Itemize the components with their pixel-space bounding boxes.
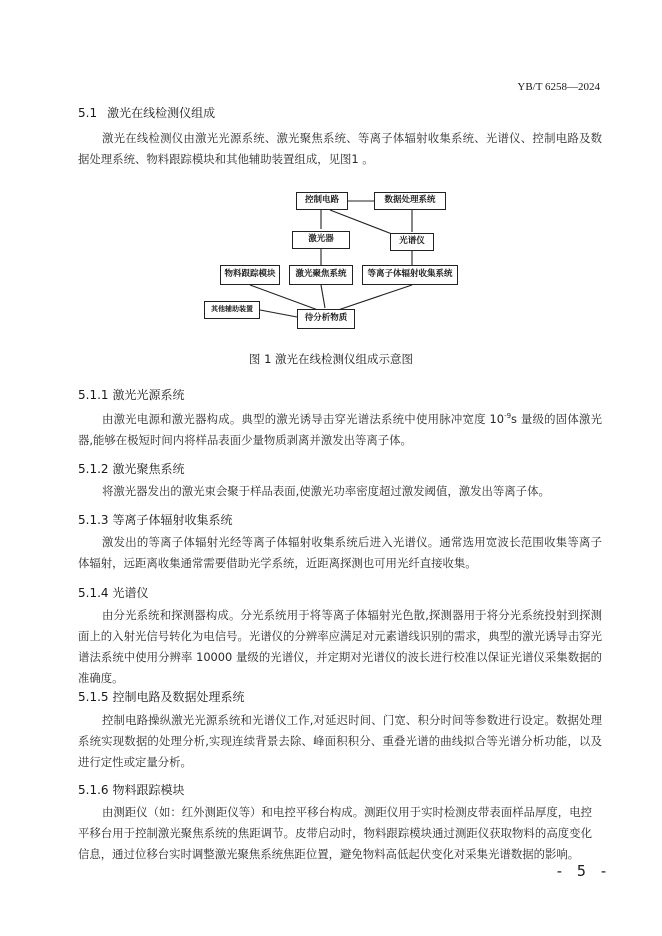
- box-material-tracking: 物料跟踪模块: [220, 265, 280, 285]
- box-control-circuit: 控制电路: [296, 192, 348, 210]
- standard-code: YB/T 6258—2024: [517, 81, 600, 93]
- section-title: 物料跟踪模块: [112, 783, 185, 797]
- figure-caption: 图 1 激光在线检测仪组成示意图: [248, 352, 414, 366]
- paragraph-text: s 量级的固体激光器,能够在极短时间内将样品表面少量物质剥离并激发出等离子体。: [78, 411, 602, 447]
- section-5-1-4-heading: [78, 584, 149, 601]
- section-number: 5.1.2: [78, 462, 109, 476]
- section-5-1-3-heading: [78, 511, 233, 528]
- section-title: 激光聚焦系统: [112, 462, 185, 476]
- page-number: - 5 -: [554, 862, 610, 880]
- section-5-1-paragraph: 激光在线检测仪由激光光源系统、激光聚焦系统、等离子体辐射收集系统、光谱仪、控制电路及数据处理系统、物料跟踪模块和其他辅助装置组成，见图1 。: [78, 131, 602, 166]
- section-5-1-4-paragraph: 由分光系统和探测器构成。分光系统用于将等离子体辐射光色散,探测器用于将分光系统投射到探测面上的入射光信号转化为电信号。光谱仪的分辨率应满足对元素谱线识别的需求，典型的激光诱导击穿光谱法系统中使用分辨率 10000 量级的光谱仪，并定期对光谱仪的波长进行校准以保证光谱仪采集数据的准确度。: [78, 608, 602, 685]
- section-5-1-heading: [78, 104, 215, 121]
- section-5-1-5-paragraph: 控制电路操纵激光光源系统和光谱仪工作,对延迟时间、门宽、积分时间等参数进行设定。数据处理系统实现数据的处理分析,实现连续背景去除、峰面积积分、重叠光谱的曲线拟合等光谱分析功能，以及进行定性或定量分析。: [78, 713, 602, 769]
- section-5-1-2-paragraph: 将激光器发出的激光束会聚于样品表面,使激光功率密度超过激发阈值，激发出等离子体。: [102, 484, 550, 498]
- section-title: 控制电路及数据处理系统: [112, 690, 245, 704]
- section-number: 5.1.6: [78, 783, 109, 797]
- box-spectrometer: 光谱仪: [390, 233, 434, 251]
- section-5-1-6-paragraph: 由测距仪（如：红外测距仪等）和电控平移台构成。测距仪用于实时检测皮带表面样品厚度，电控平移台用于控制激光聚焦系统的焦距调节。皮带启动时，物料跟踪模块通过测距仪获取物料的高度变化信息，通过位移台实时调整激光聚焦系统焦距位置，避免物料高低起伏变化对采集光谱数据的影响。: [78, 805, 592, 861]
- box-sample: 待分析物质: [297, 309, 355, 329]
- paragraph-text: 由激光电源和激光器构成。典型的激光诱导击穿光谱法系统中使用脉冲宽度 10: [102, 411, 505, 426]
- exponent: -9: [504, 412, 512, 420]
- section-number: 5.1.4: [78, 586, 109, 600]
- box-laser: 激光器: [292, 231, 350, 249]
- section-5-1-3-paragraph: 激发出的等离子体辐射光经等离子体辐射收集系统后进入光谱仪。通常选用宽波长范围收集等离子体辐射，远距离收集通常需要借助光学系统，近距离探测也可用光纤直接收集。: [78, 535, 602, 570]
- composition-diagram: [200, 185, 460, 335]
- section-title: 光谱仪: [112, 586, 149, 600]
- section-5-1-5-heading: [78, 688, 245, 705]
- box-aux-device: 其他辅助装置: [204, 301, 260, 319]
- box-plasma-collection: 等离子体辐射收集系统: [362, 265, 458, 285]
- section-5-1-6-heading: [78, 781, 185, 798]
- section-5-1-1-paragraph: [78, 406, 602, 451]
- section-5-1-1-heading: [78, 386, 185, 403]
- section-title: 激光在线检测仪组成: [107, 106, 216, 120]
- section-number: 5.1: [78, 106, 98, 120]
- box-laser-focus: 激光聚焦系统: [289, 265, 353, 285]
- box-data-processing: 数据处理系统: [374, 192, 446, 210]
- section-number: 5.1.5: [78, 690, 109, 704]
- section-number: 5.1.3: [78, 513, 109, 527]
- section-title: 等离子体辐射收集系统: [112, 513, 233, 527]
- section-title: 激光光源系统: [112, 388, 185, 402]
- section-5-1-2-heading: [78, 460, 185, 477]
- section-number: 5.1.1: [78, 388, 109, 402]
